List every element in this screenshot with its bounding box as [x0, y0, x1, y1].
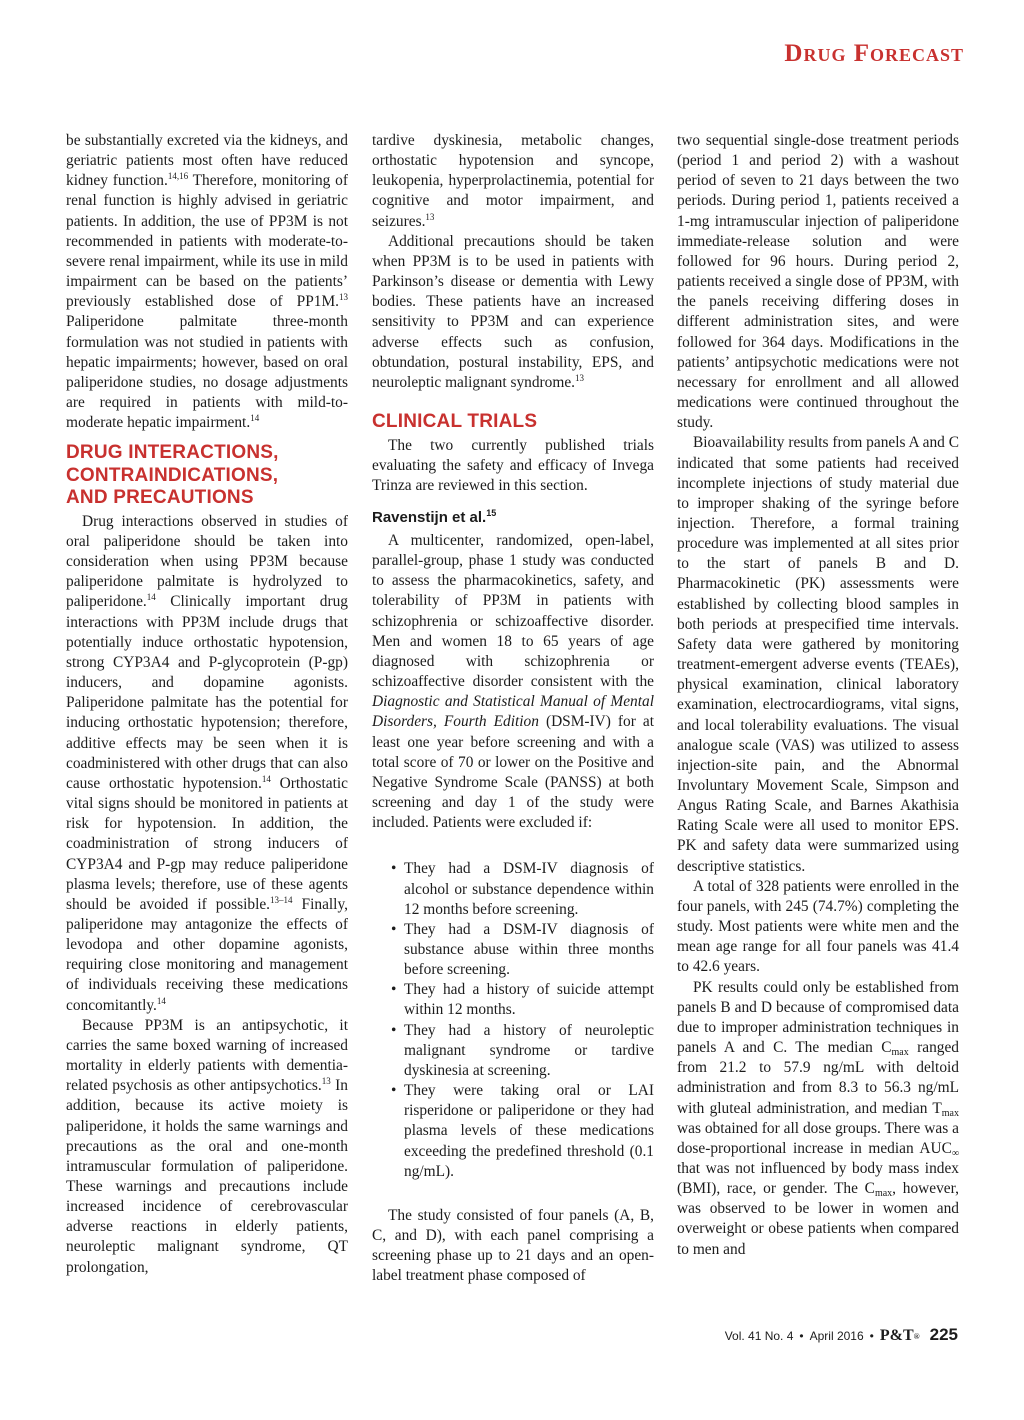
separator-dot: •	[799, 1329, 804, 1343]
paragraph: two sequential single-dose treatment periods (period 1 and period 2) with a washout period of seven to 21 days between the two periods. During period 1, patients received a 1-mg intramuscular injection of paliperidone immediate-release solution and were followed for 96 hours. During period 2, patients received a single dose of PP3M, with the panels receiving differing doses in different administration sites, and were followed for 364 days. Modifications in the patients’ antipsychotic medications were not necessary for enrollment and all allowed medications were continued throughout the study.	[677, 132, 959, 432]
column-1	[66, 131, 348, 1278]
paragraph: A multicenter, randomized, open-label, parallel-group, phase 1 study was conducted to assess the pharmacokinetics, safety, and tolerability of PP3M in patients with schizophrenia or schizoaffective disorder. Men and women 18 to 65 years of age diagnosed with schizophrenia or schizoaffective disorder consistent with the Diagnostic and Statistical Manual of Mental Disorders, Fourth Edition (DSM-IV) for at least one year before screening and with a total score of 70 or lower on the Positive and Negative Syndrome Scale (PANSS) at both screening and day 1 of the study were included. Patients were excluded if:	[372, 532, 654, 832]
list-item: • They had a DSM-IV diagnosis of substance abuse within three months before screening.	[404, 920, 654, 980]
paragraph: Because PP3M is an antipsychotic, it carries the same boxed warning of increased mortality in elderly patients with dementia-related psychosis as other antipsychotics.$^{13}$ In addition, because its active moiety is paliperidone, it holds the same warnings and precautions as the oral and one-month intramuscular formulation of paliperidone. These warnings and precautions include increased incidence of cerebrovascular adverse reactions in elderly patients, neuroleptic malignant syndrome, QT prolongation,	[66, 1016, 348, 1276]
paragraph: A total of 328 patients were enrolled in the four panels, with 245 (74.7%) completing the study. Most patients were white men and the mean age range for all four panels was 41.4 to 42.6 years.	[677, 877, 959, 976]
section-heading-clinical-trials: CLINICAL TRIALS	[372, 411, 538, 433]
issue-date: April 2016	[809, 1329, 864, 1343]
separator-dot: •	[869, 1329, 874, 1343]
volume-issue: Vol. 41 No. 4	[724, 1329, 794, 1343]
paragraph: The study consisted of four panels (A, B, C, and D), with each panel comprising a screening phase up to 21 days and an open-label treatment phase composed of	[372, 1206, 654, 1285]
paragraph: Drug interactions observed in studies of oral paliperidone should be taken into consideration when using PP3M because paliperidone palmitate is hydrolyzed to paliperidone.$^{14}$ Clinically important drug interactions with PP3M include drugs that potentially induce orthostatic hypotension, strong CYP3A4 and P-glycoprotein (P-gp) inducers, and dopamine agonists. Paliperidone palmitate has the potential for inducing orthostatic hypotension; therefore, additive effects may be seen when it is coadministered with other drugs that can also cause orthostatic hypotension.$^{14}$ Orthostatic vital signs should be monitored in patients at risk for hypotension. In addition, the coadministration of strong inducers of CYP3A4 and P-gp may reduce paliperidone plasma levels; therefore, use of these agents should be avoided if possible.$^{13-14}$ Finally, paliperidone may antagonize the effects of levodopa and other dopamine agonists, requiring close monitoring and management of individuals receiving these medications concomitantly.$^{14}$	[66, 512, 349, 1014]
list-item: • They had a history of neuroleptic malignant syndrome or tardive dyskinesia at screening.	[404, 1021, 654, 1081]
paragraph: PK results could only be established from panels B and D because of compromised data due to improper administration techniques in panels A and C. The median $C_{max}$ ranged from 21.2 to 57.9 ng/mL with deltoid administration and from 8.3 to 56.3 ng/mL with gluteal administration, and median $T_{max}$ was obtained for all dose groups. There was a dose-proportional increase in median $AUC_\infty$ that was not influenced by body mass index (BMI), race, or gender. The $C_{max}$, however, was observed to be lower in women and overweight or obese patients when compared to men and	[677, 978, 959, 1258]
list-item: • They were taking oral or LAI risperidone or paliperidone or they had plasma levels of these medications exceeding the predefined threshold (0.1 ng/mL).	[404, 1081, 654, 1182]
paragraph: Additional precautions should be taken when PP3M is to be used in patients with Parkinson’s disease or dementia with Lewy bodies. These patients have an increased sensitivity to PP3M and can experience adverse effects such as confusion, obtundation, postural instability, EPS, and neuroleptic malignant syndrome.$^{13}$	[372, 232, 654, 391]
journal-name: P&T®	[879, 1327, 920, 1344]
paragraph: tardive dyskinesia, metabolic changes, orthostatic hypotension and syncope, leukopenia, hyperprolactinemia, potential for cognitive and motor impairment, and seizures.$^{13}$	[372, 132, 654, 230]
study-subheading: Ravenstijn et al.$^{15}$	[372, 508, 497, 526]
section-heading-drug-interactions: DRUG INTERACTIONS, CONTRAINDICATIONS, AND PRECAUTIONS	[66, 442, 279, 509]
list-item: • They had a DSM-IV diagnosis of alcohol or substance dependence within 12 months before screening.	[404, 859, 654, 919]
page-number: 225	[929, 1325, 958, 1344]
paragraph: The two currently published trials evaluating the safety and efficacy of Invega Trinza are reviewed in this section.	[372, 436, 654, 494]
page-footer	[725, 1325, 958, 1345]
column-3	[677, 131, 959, 1260]
exclusion-criteria-list	[372, 859, 654, 1182]
paragraph: Bioavailability results from panels A and C indicated that some patients had received incomplete injections of study material due to improper shaking of the syringe before injection. Therefore, a formal training procedure was implemented at all sites prior to the start of panels B and D. Pharmacokinetic (PK) assessments were established by collecting blood samples in both periods at prespecified time intervals. Safety data were gathered by monitoring treatment-emergent adverse events (TEAEs), physical examination, clinical laboratory examination, electrocardiograms, vital signs, and local tolerability evaluations. The visual analogue scale (VAS) was utilized to assess injection-site pain, and the Abnormal Involuntary Movement Scale, Simpson and Angus Rating Scale, and Barnes Akathisia Rating Scale were all used to monitor EPS. PK and safety data were summarized using descriptive statistics.	[677, 434, 959, 875]
list-item: • They had a history of suicide attempt within 12 months.	[404, 980, 654, 1020]
section-header: Drug Forecast	[784, 40, 964, 67]
paragraph: be substantially excreted via the kidneys, and geriatric patients most often have reduced kidney function.$^{14,16}$ Therefore, monitoring of renal function is highly advised in geriatric patients. In addition, the use of PP3M is not recommended in patients with moderate-to-severe renal impairment, while its use in mild impairment can be based on the patients’ previously established dose of PP1M.$^{13}$ Paliperidone palmitate three-month formulation was not studied in patients with hepatic impairments; however, based on oral paliperidone studies, no dosage adjustments are required in patients with mild-to-moderate hepatic impairment.$^{14}$	[66, 132, 348, 432]
column-2	[372, 131, 654, 1286]
